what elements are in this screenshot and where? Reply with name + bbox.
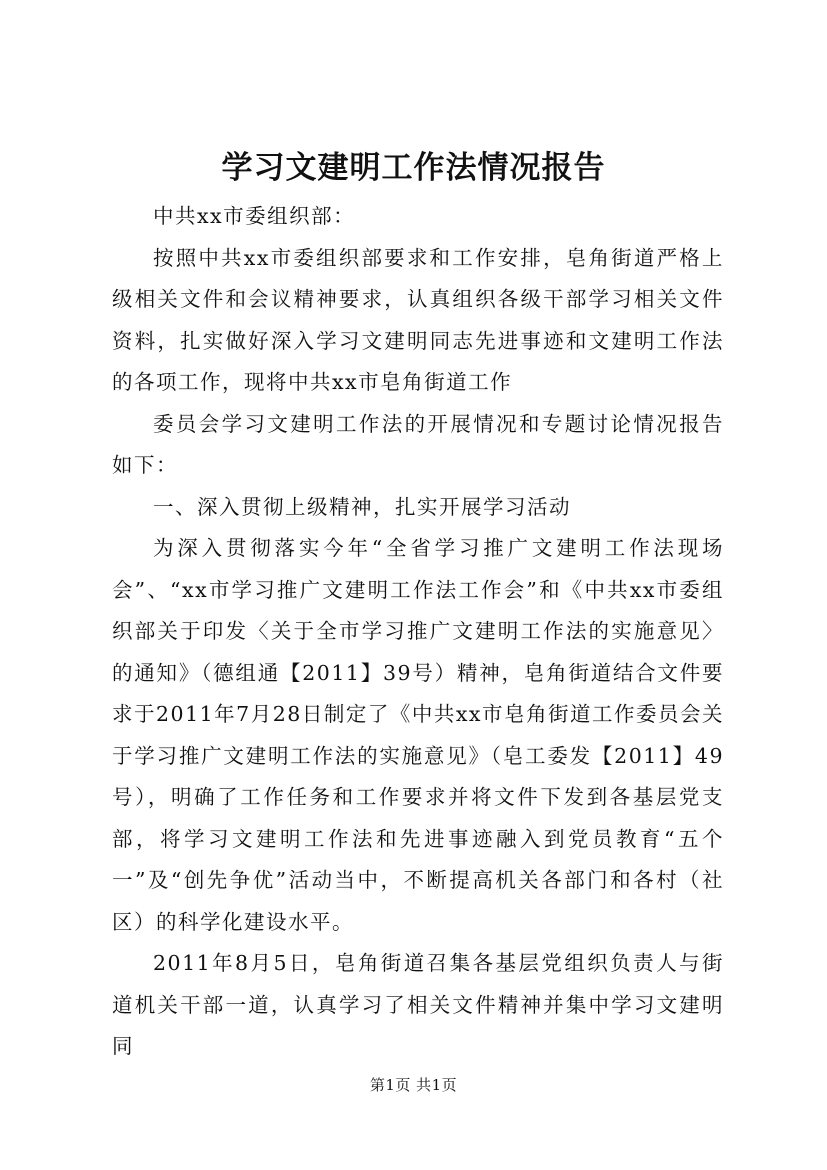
body-paragraph: 2011年8月5日，皂角街道召集各基层党组织负责人与街道机关干部一道，认真学习了相关文件精神并集中学习文建明同 <box>112 951 724 1058</box>
document-title: 学习文建明工作法情况报告 <box>221 150 606 186</box>
document-body <box>112 196 724 1068</box>
body-paragraph: 为深入贯彻落实今年“全省学习推广文建明工作法现场会”、“xx市学习推广文建明工作法工作会”和《中共xx市委组织部关于印发〈关于全市学习推广文建明工作法的实施意见〉的通知》（德组通【2011】39号）精神，皂角街道结合文件要求于2011年7月28日制定了《中共xx市皂角街道工作委员会关于学习推广文建明工作法的实施意见》（皂工委发【2011】49号），明确了工作任务和工作要求并将文件下发到各基层党支部，将学习文建明工作法和先进事迹融入到党员教育“五个一”及“创先争优”活动当中，不断提高机关各部门和各村（社区）的科学化建设水平。 <box>112 536 724 934</box>
body-paragraph: 委员会学习文建明工作法的开展情况和专题讨论情况报告如下： <box>112 411 724 477</box>
salutation-paragraph: 中共xx市委组织部： <box>153 204 356 228</box>
section-heading: 一、深入贯彻上级精神，扎实开展学习活动 <box>153 494 571 519</box>
body-paragraph: 按照中共xx市委组织部要求和工作安排，皂角街道严格上级相关文件和会议精神要求，认真组织各级干部学习相关文件资料，扎实做好深入学习文建明同志先进事迹和文建明工作法的各项工作，现将中共xx市皂角街道工作 <box>112 245 724 394</box>
page-footer: 第1页 共1页 <box>369 1076 458 1094</box>
